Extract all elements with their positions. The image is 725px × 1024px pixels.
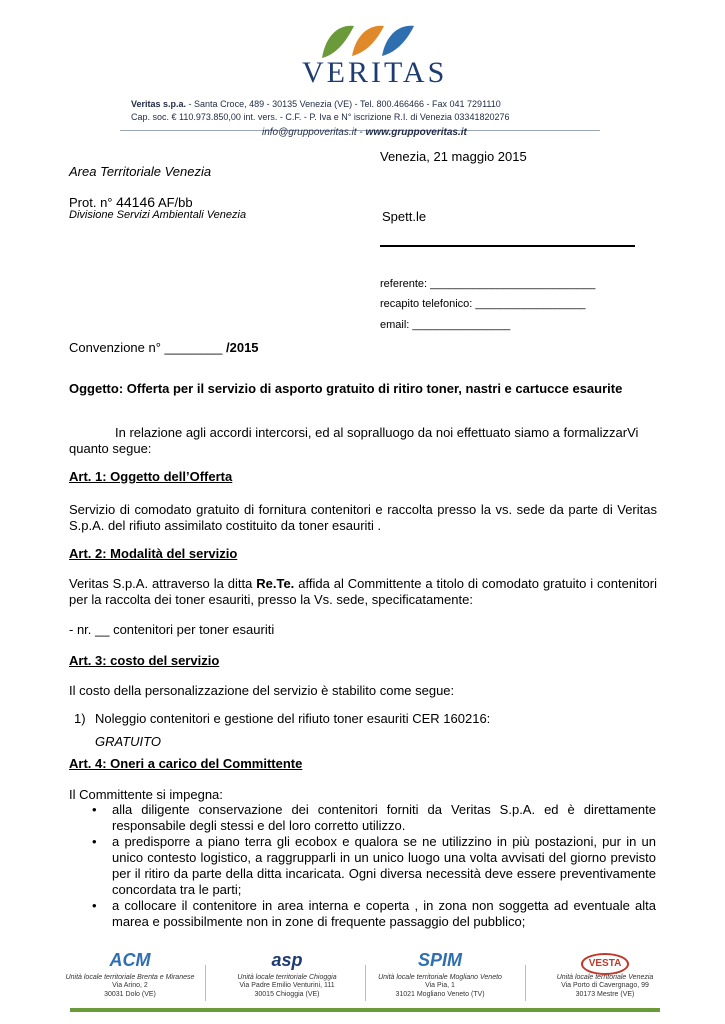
art1-text: Servizio di comodato gratuito di fornitura contenitori e raccolta presso la vs. sede da parte di Veritas S.p.A. del rifiuto assimilato costituito da toner esauriti . (69, 502, 657, 533)
art2-title: Art. 2: Modalità del servizio (69, 546, 238, 561)
green-leaf-icon (322, 26, 354, 58)
recapito-field: recapito telefonico: __________________ (380, 298, 586, 310)
orange-leaf-icon (352, 26, 384, 56)
art3-item: Noleggio contenitori e gestione del rifiuto toner esauriti CER 160216: (95, 711, 491, 726)
vesta-logo: VESTA (530, 948, 680, 972)
intro-paragraph: In relazione agli accordi intercorsi, ed al sopralluogo da noi effettuato siamo a formalizzarVi quanto segue: (69, 425, 639, 456)
company-name: Veritas s.p.a. (131, 99, 187, 109)
contact-line: info@gruppoveritas.it - www.gruppoveritas.it (262, 127, 467, 138)
art4-title: Art. 4: Oneri a carico del Committente (69, 756, 303, 771)
convenzione-line: Convenzione n° ________ /2015 (69, 340, 259, 355)
footer-divider (525, 965, 526, 1001)
list-item: • alla diligente conservazione dei contenitori forniti da Veritas S.p.A. ed è direttamente responsabile degli stessi e del loro corretto utilizzo. (88, 802, 656, 834)
list-item: • a collocare il contenitore in area interna e coperta , in zona non soggetta ad eventuale alta marea e possibilmente non in zone di frequente passaggio del pubblico; (88, 898, 656, 930)
footer-unit-vesta: VESTA Unità locale territoriale Venezia Via Porto di Cavergnago, 99 30173 Mestre (VE) (530, 948, 680, 999)
art2-item: - nr. __ contenitori per toner esauriti (69, 622, 275, 637)
protocol-line: Prot. n° 44146 AF/bb (69, 194, 193, 210)
protocol-number: 44146 (116, 194, 156, 210)
art4-list (88, 802, 656, 930)
art1-title: Art. 1: Oggetto dell’Offerta (69, 469, 233, 484)
convenzione-year: /2015 (226, 340, 259, 355)
veritas-wordmark: VERITAS (302, 56, 448, 89)
acm-logo: ACM (109, 950, 151, 970)
footer-unit-spim: SPIM Unità locale territoriale Mogliano Veneto Via Pia, 1 31021 Mogliano Veneto (TV) (365, 948, 515, 999)
spim-logo: SPIM (417, 950, 462, 970)
art2-company: Re.Te. (256, 576, 295, 591)
asp-logo: asp (271, 950, 303, 970)
footer-unit-asp: asp Unità locale territoriale Chioggia Via Padre Emilio Venturini, 111 30015 Chioggia (VE) (212, 948, 362, 999)
art3-text: Il costo della personalizzazione del servizio è stabilito come segue: (69, 683, 455, 698)
footer-divider (205, 965, 206, 1001)
art2-text: Veritas S.p.A. attraverso la ditta Re.Te. affida al Committente a titolo di comodato gratuito i contenitori per la raccolta dei toner esauriti, presso la Vs. sede, specificatamente: (69, 576, 658, 607)
recipient-line (380, 245, 635, 247)
email-field: email: ________________ (380, 319, 511, 331)
art4-intro: Il Committente si impegna: (69, 787, 223, 802)
company-capital-line: Cap. soc. € 110.973.850,00 int. vers. - C.F. - P. Iva e N° iscrizione R.I. di Venezia 03341820276 (131, 112, 510, 122)
subject-line: Oggetto: Offerta per il servizio di asporto gratuito di ritiro toner, nastri e cartucce esaurite (69, 381, 623, 396)
place-date: Venezia, 21 maggio 2015 (380, 149, 527, 164)
company-address-line: Veritas s.p.a. - Santa Croce, 489 - 30135 Venezia (VE) - Tel. 800.466466 - Fax 041 7291110 (131, 99, 501, 109)
art3-price: GRATUITO (95, 734, 161, 749)
recipient-label: Spett.le (382, 209, 427, 224)
company-email[interactable]: info@gruppoveritas.it (262, 127, 357, 138)
area-label: Area Territoriale Venezia (69, 164, 212, 179)
art3-item-number: 1) (74, 711, 86, 726)
division-label: Divisione Servizi Ambientali Venezia (69, 209, 247, 221)
footer-accent-line (70, 1008, 660, 1012)
referente-field: referente: ___________________________ (380, 278, 596, 290)
art3-title: Art. 3: costo del servizio (69, 653, 220, 668)
list-item: • a predisporre a piano terra gli ecobox e qualora se ne utilizzino in più postazioni, pur in un unico contesto logistico, a raggrupparli in un unico luogo una volta avvisati del giorno previsto per il ritiro da parte della ditta incaricata. Ogni diversa necessità deve essere preventivamente concordata tra le parti; (88, 834, 656, 898)
footer-unit-acm: ACM Unità locale territoriale Brenta e Miranese Via Arino, 2 30031 Dolo (VE) (55, 948, 205, 999)
company-website[interactable]: www.gruppoveritas.it (365, 127, 467, 138)
blue-leaf-icon (382, 26, 414, 56)
